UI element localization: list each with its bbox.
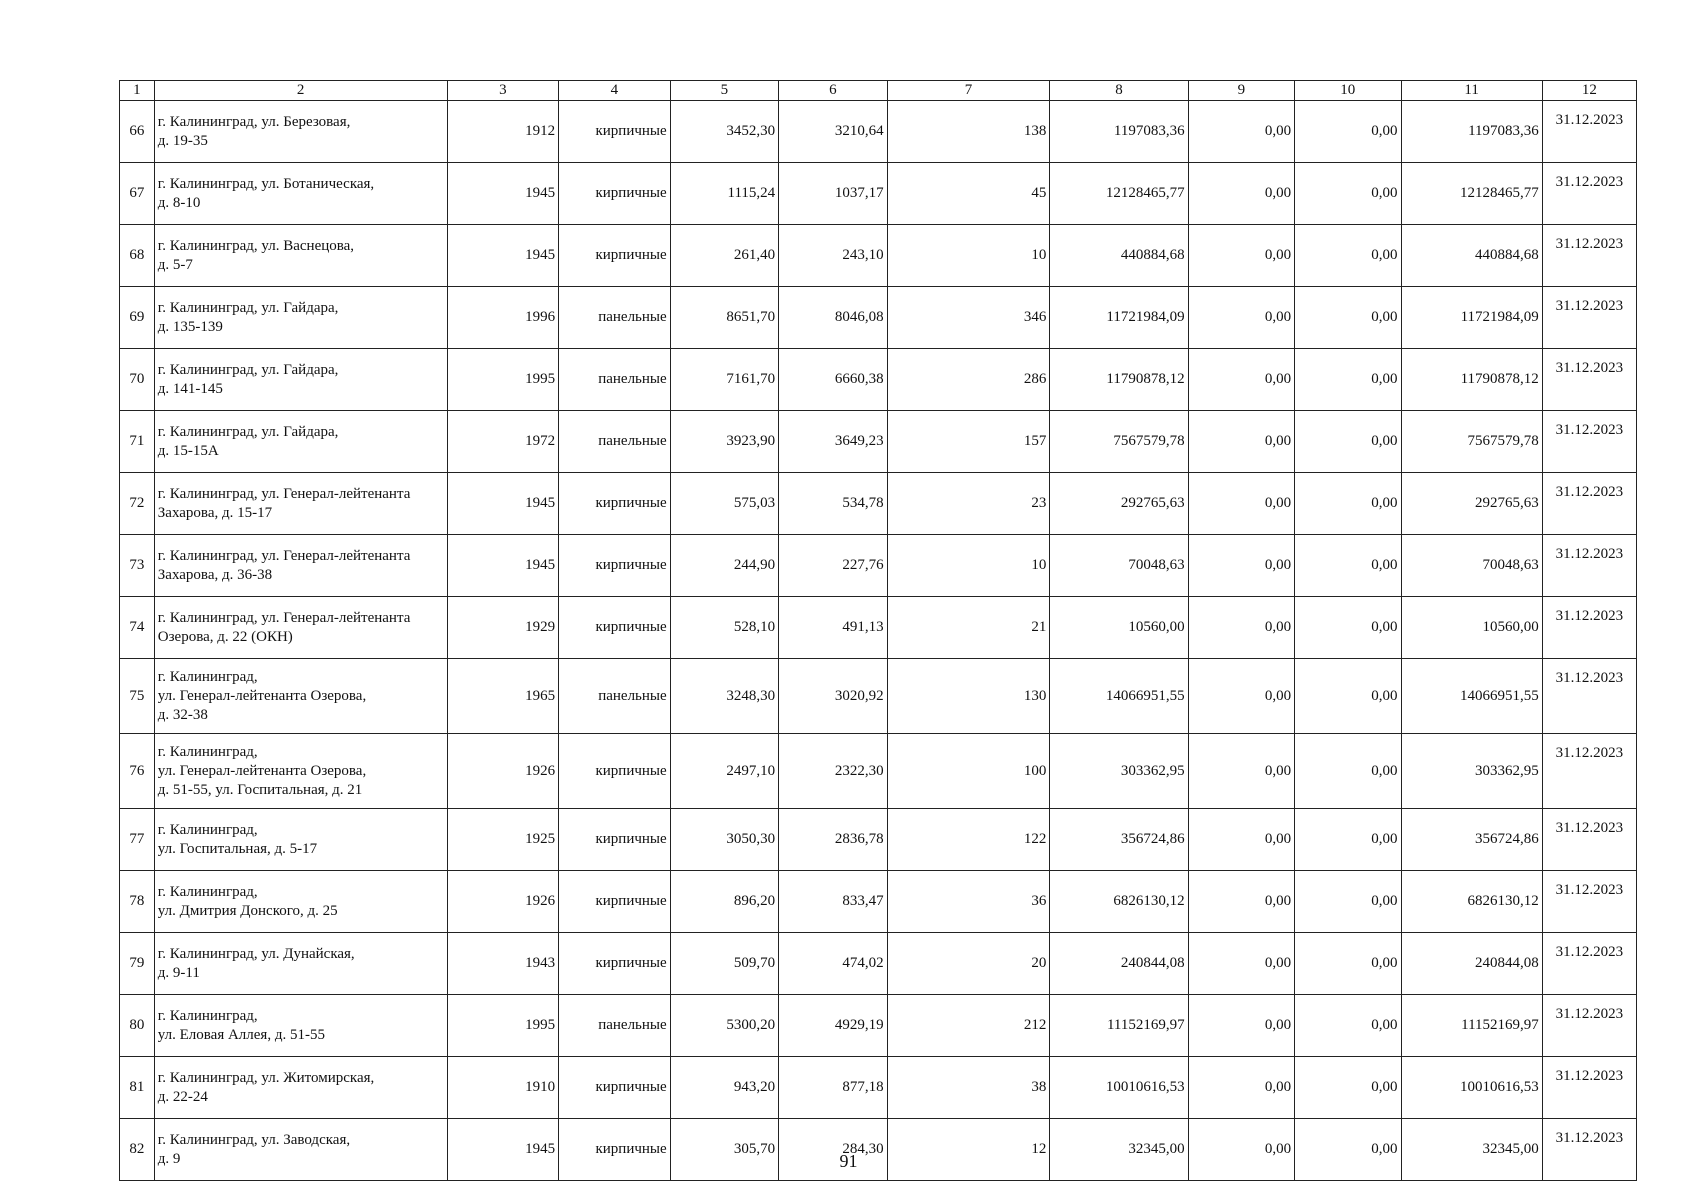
table-row — [120, 163, 1637, 225]
date-cell: 31.12.2023 — [1542, 473, 1636, 535]
col6-cell: 3020,92 — [779, 659, 888, 734]
col5-cell: 3923,90 — [670, 411, 779, 473]
col7-cell: 23 — [887, 473, 1050, 535]
row-number: 79 — [120, 933, 155, 995]
date-cell: 31.12.2023 — [1542, 535, 1636, 597]
column-header: 4 — [559, 81, 671, 101]
col10-cell: 0,00 — [1295, 1119, 1401, 1181]
material-cell: кирпичные — [559, 1119, 671, 1181]
table-row — [120, 734, 1637, 809]
date-cell: 31.12.2023 — [1542, 101, 1636, 163]
col10-cell: 0,00 — [1295, 163, 1401, 225]
housing-table — [119, 80, 1637, 1181]
col8-cell: 6826130,12 — [1050, 871, 1188, 933]
address-line: Захарова, д. 15-17 — [157, 504, 273, 521]
address-line: д. 135-139 — [157, 318, 223, 335]
table-row — [120, 1057, 1637, 1119]
address-line: ул. Госпитальная, д. 5-17 — [157, 840, 318, 857]
col8-cell: 240844,08 — [1050, 933, 1188, 995]
address-line: д. 141-145 — [157, 380, 223, 397]
col11-cell: 11790878,12 — [1401, 349, 1542, 411]
date-cell: 31.12.2023 — [1542, 163, 1636, 225]
year-cell: 1943 — [447, 933, 559, 995]
col5-cell: 8651,70 — [670, 287, 779, 349]
year-cell: 1945 — [447, 535, 559, 597]
col9-cell: 0,00 — [1188, 411, 1294, 473]
date-cell: 31.12.2023 — [1542, 659, 1636, 734]
year-cell: 1965 — [447, 659, 559, 734]
year-cell: 1945 — [447, 225, 559, 287]
column-header: 8 — [1050, 81, 1188, 101]
col6-cell: 534,78 — [779, 473, 888, 535]
col11-cell: 10010616,53 — [1401, 1057, 1542, 1119]
address-line: г. Калининград, ул. Дунайская, — [157, 945, 355, 962]
material-cell: кирпичные — [559, 473, 671, 535]
col5-cell: 3452,30 — [670, 101, 779, 163]
year-cell: 1945 — [447, 163, 559, 225]
col6-cell: 877,18 — [779, 1057, 888, 1119]
col5-cell: 575,03 — [670, 473, 779, 535]
col10-cell: 0,00 — [1295, 871, 1401, 933]
col8-cell: 292765,63 — [1050, 473, 1188, 535]
col8-cell: 32345,00 — [1050, 1119, 1188, 1181]
address-line: г. Калининград, ул. Житомирская, — [157, 1069, 375, 1086]
year-cell: 1925 — [447, 809, 559, 871]
table-row — [120, 473, 1637, 535]
table-row — [120, 411, 1637, 473]
table-row — [120, 933, 1637, 995]
col8-cell: 11152169,97 — [1050, 995, 1188, 1057]
address-cell — [154, 225, 447, 287]
col11-cell: 356724,86 — [1401, 809, 1542, 871]
address-cell — [154, 995, 447, 1057]
col9-cell: 0,00 — [1188, 1119, 1294, 1181]
col5-cell: 1115,24 — [670, 163, 779, 225]
material-cell: кирпичные — [559, 871, 671, 933]
col9-cell: 0,00 — [1188, 287, 1294, 349]
address-cell — [154, 163, 447, 225]
col11-cell: 11721984,09 — [1401, 287, 1542, 349]
address-line: г. Калининград, ул. Гайдара, — [157, 423, 339, 440]
date-cell: 31.12.2023 — [1542, 1119, 1636, 1181]
column-header: 3 — [447, 81, 559, 101]
column-header: 1 — [120, 81, 155, 101]
col9-cell: 0,00 — [1188, 535, 1294, 597]
address-line: г. Калининград, — [157, 668, 258, 685]
col11-cell: 70048,63 — [1401, 535, 1542, 597]
col10-cell: 0,00 — [1295, 411, 1401, 473]
row-number: 73 — [120, 535, 155, 597]
address-line: г. Калининград, ул. Генерал-лейтенанта — [157, 609, 411, 626]
address-line: г. Калининград, ул. Гайдара, — [157, 299, 339, 316]
address-line: д. 22-24 — [157, 1088, 208, 1105]
address-line: д. 51-55, ул. Госпитальная, д. 21 — [157, 781, 363, 798]
year-cell: 1945 — [447, 1119, 559, 1181]
col5-cell: 5300,20 — [670, 995, 779, 1057]
col7-cell: 122 — [887, 809, 1050, 871]
date-cell: 31.12.2023 — [1542, 225, 1636, 287]
row-number: 82 — [120, 1119, 155, 1181]
col7-cell: 45 — [887, 163, 1050, 225]
year-cell: 1912 — [447, 101, 559, 163]
year-cell: 1926 — [447, 734, 559, 809]
col7-cell: 130 — [887, 659, 1050, 734]
col9-cell: 0,00 — [1188, 163, 1294, 225]
col10-cell: 0,00 — [1295, 659, 1401, 734]
table-row — [120, 101, 1637, 163]
col8-cell: 1197083,36 — [1050, 101, 1188, 163]
address-line: г. Калининград, — [157, 1007, 258, 1024]
year-cell: 1945 — [447, 473, 559, 535]
col8-cell: 12128465,77 — [1050, 163, 1188, 225]
date-cell: 31.12.2023 — [1542, 1057, 1636, 1119]
material-cell: панельные — [559, 659, 671, 734]
col5-cell: 528,10 — [670, 597, 779, 659]
col10-cell: 0,00 — [1295, 287, 1401, 349]
col5-cell: 509,70 — [670, 933, 779, 995]
address-line: д. 15-15А — [157, 442, 219, 459]
col5-cell: 244,90 — [670, 535, 779, 597]
col7-cell: 346 — [887, 287, 1050, 349]
material-cell: панельные — [559, 995, 671, 1057]
page-number: 91 — [839, 1151, 858, 1171]
col10-cell: 0,00 — [1295, 995, 1401, 1057]
date-cell: 31.12.2023 — [1542, 995, 1636, 1057]
col7-cell: 212 — [887, 995, 1050, 1057]
table-row — [120, 809, 1637, 871]
col5-cell: 2497,10 — [670, 734, 779, 809]
col9-cell: 0,00 — [1188, 871, 1294, 933]
row-number: 78 — [120, 871, 155, 933]
material-cell: кирпичные — [559, 597, 671, 659]
col7-cell: 20 — [887, 933, 1050, 995]
col7-cell: 138 — [887, 101, 1050, 163]
col10-cell: 0,00 — [1295, 597, 1401, 659]
year-cell: 1995 — [447, 349, 559, 411]
address-line: Захарова, д. 36-38 — [157, 566, 273, 583]
col10-cell: 0,00 — [1295, 349, 1401, 411]
row-number: 67 — [120, 163, 155, 225]
header-row — [120, 81, 1637, 101]
row-number: 74 — [120, 597, 155, 659]
col8-cell: 14066951,55 — [1050, 659, 1188, 734]
table-body — [120, 101, 1637, 1181]
date-cell: 31.12.2023 — [1542, 597, 1636, 659]
col10-cell: 0,00 — [1295, 809, 1401, 871]
address-line: г. Калининград, ул. Березовая, — [157, 113, 351, 130]
date-cell: 31.12.2023 — [1542, 411, 1636, 473]
col10-cell: 0,00 — [1295, 225, 1401, 287]
housing-table-container — [119, 80, 1637, 1181]
col5-cell: 305,70 — [670, 1119, 779, 1181]
year-cell: 1995 — [447, 995, 559, 1057]
year-cell: 1996 — [447, 287, 559, 349]
row-number: 68 — [120, 225, 155, 287]
table-row — [120, 225, 1637, 287]
material-cell: кирпичные — [559, 1057, 671, 1119]
material-cell: кирпичные — [559, 101, 671, 163]
col6-cell: 8046,08 — [779, 287, 888, 349]
material-cell: панельные — [559, 411, 671, 473]
date-cell: 31.12.2023 — [1542, 933, 1636, 995]
address-line: д. 19-35 — [157, 132, 208, 149]
row-number: 70 — [120, 349, 155, 411]
col9-cell: 0,00 — [1188, 597, 1294, 659]
col7-cell: 36 — [887, 871, 1050, 933]
row-number: 69 — [120, 287, 155, 349]
row-number: 80 — [120, 995, 155, 1057]
col9-cell: 0,00 — [1188, 349, 1294, 411]
col6-cell: 2322,30 — [779, 734, 888, 809]
table-row — [120, 871, 1637, 933]
address-cell — [154, 535, 447, 597]
address-cell — [154, 597, 447, 659]
col8-cell: 303362,95 — [1050, 734, 1188, 809]
column-header: 2 — [154, 81, 447, 101]
col11-cell: 11152169,97 — [1401, 995, 1542, 1057]
col11-cell: 1197083,36 — [1401, 101, 1542, 163]
column-header: 6 — [779, 81, 888, 101]
address-line: г. Калининград, ул. Ботаническая, — [157, 175, 375, 192]
col6-cell: 1037,17 — [779, 163, 888, 225]
column-header: 9 — [1188, 81, 1294, 101]
column-header: 7 — [887, 81, 1050, 101]
date-cell: 31.12.2023 — [1542, 287, 1636, 349]
address-line: Озерова, д. 22 (ОКН) — [157, 628, 293, 645]
col5-cell: 3050,30 — [670, 809, 779, 871]
col6-cell: 3649,23 — [779, 411, 888, 473]
address-cell — [154, 734, 447, 809]
material-cell: кирпичные — [559, 933, 671, 995]
address-line: г. Калининград, — [157, 883, 258, 900]
col9-cell: 0,00 — [1188, 995, 1294, 1057]
address-line: г. Калининград, — [157, 743, 258, 760]
material-cell: кирпичные — [559, 734, 671, 809]
address-line: г. Калининград, ул. Васнецова, — [157, 237, 355, 254]
row-number: 71 — [120, 411, 155, 473]
material-cell: кирпичные — [559, 225, 671, 287]
col10-cell: 0,00 — [1295, 734, 1401, 809]
col11-cell: 6826130,12 — [1401, 871, 1542, 933]
date-cell: 31.12.2023 — [1542, 349, 1636, 411]
table-row — [120, 659, 1637, 734]
col10-cell: 0,00 — [1295, 535, 1401, 597]
col6-cell: 474,02 — [779, 933, 888, 995]
address-cell — [154, 659, 447, 734]
col11-cell: 14066951,55 — [1401, 659, 1542, 734]
col9-cell: 0,00 — [1188, 933, 1294, 995]
date-cell: 31.12.2023 — [1542, 734, 1636, 809]
address-line: г. Калининград, ул. Генерал-лейтенанта — [157, 485, 411, 502]
address-line: ул. Еловая Аллея, д. 51-55 — [157, 1026, 325, 1043]
col11-cell: 303362,95 — [1401, 734, 1542, 809]
row-number: 66 — [120, 101, 155, 163]
col6-cell: 833,47 — [779, 871, 888, 933]
col9-cell: 0,00 — [1188, 809, 1294, 871]
year-cell: 1972 — [447, 411, 559, 473]
year-cell: 1926 — [447, 871, 559, 933]
column-header: 10 — [1295, 81, 1401, 101]
col11-cell: 440884,68 — [1401, 225, 1542, 287]
col11-cell: 7567579,78 — [1401, 411, 1542, 473]
address-cell — [154, 1057, 447, 1119]
col6-cell: 491,13 — [779, 597, 888, 659]
col6-cell: 284,30 — [779, 1119, 888, 1181]
col8-cell: 356724,86 — [1050, 809, 1188, 871]
col10-cell: 0,00 — [1295, 933, 1401, 995]
address-line: г. Калининград, ул. Гайдара, — [157, 361, 339, 378]
col11-cell: 292765,63 — [1401, 473, 1542, 535]
address-line: г. Калининград, ул. Заводская, — [157, 1131, 351, 1148]
table-row — [120, 597, 1637, 659]
col9-cell: 0,00 — [1188, 225, 1294, 287]
col7-cell: 21 — [887, 597, 1050, 659]
col6-cell: 2836,78 — [779, 809, 888, 871]
col5-cell: 896,20 — [670, 871, 779, 933]
col8-cell: 11721984,09 — [1050, 287, 1188, 349]
address-cell — [154, 411, 447, 473]
col6-cell: 243,10 — [779, 225, 888, 287]
table-row — [120, 349, 1637, 411]
date-cell: 31.12.2023 — [1542, 809, 1636, 871]
address-cell — [154, 101, 447, 163]
material-cell: кирпичные — [559, 535, 671, 597]
address-cell — [154, 287, 447, 349]
col7-cell: 100 — [887, 734, 1050, 809]
col8-cell: 11790878,12 — [1050, 349, 1188, 411]
date-cell: 31.12.2023 — [1542, 871, 1636, 933]
col5-cell: 3248,30 — [670, 659, 779, 734]
col5-cell: 261,40 — [670, 225, 779, 287]
address-line: д. 9 — [157, 1150, 181, 1167]
address-cell — [154, 349, 447, 411]
col11-cell: 12128465,77 — [1401, 163, 1542, 225]
table-row — [120, 535, 1637, 597]
address-cell — [154, 473, 447, 535]
address-cell — [154, 871, 447, 933]
material-cell: кирпичные — [559, 163, 671, 225]
address-line: ул. Дмитрия Донского, д. 25 — [157, 902, 338, 919]
address-line: ул. Генерал-лейтенанта Озерова, — [157, 687, 367, 704]
col6-cell: 6660,38 — [779, 349, 888, 411]
col6-cell: 227,76 — [779, 535, 888, 597]
year-cell: 1910 — [447, 1057, 559, 1119]
col8-cell: 10010616,53 — [1050, 1057, 1188, 1119]
material-cell: панельные — [559, 287, 671, 349]
row-number: 77 — [120, 809, 155, 871]
col11-cell: 10560,00 — [1401, 597, 1542, 659]
col7-cell: 38 — [887, 1057, 1050, 1119]
col8-cell: 70048,63 — [1050, 535, 1188, 597]
col10-cell: 0,00 — [1295, 1057, 1401, 1119]
col7-cell: 10 — [887, 225, 1050, 287]
address-line: д. 5-7 — [157, 256, 193, 273]
col6-cell: 3210,64 — [779, 101, 888, 163]
col9-cell: 0,00 — [1188, 734, 1294, 809]
col11-cell: 32345,00 — [1401, 1119, 1542, 1181]
address-line: д. 9-11 — [157, 964, 200, 981]
col6-cell: 4929,19 — [779, 995, 888, 1057]
col8-cell: 440884,68 — [1050, 225, 1188, 287]
year-cell: 1929 — [447, 597, 559, 659]
table-row — [120, 287, 1637, 349]
address-line: д. 32-38 — [157, 706, 208, 723]
col7-cell: 286 — [887, 349, 1050, 411]
address-line: г. Калининград, — [157, 821, 258, 838]
address-cell — [154, 809, 447, 871]
col9-cell: 0,00 — [1188, 1057, 1294, 1119]
col11-cell: 240844,08 — [1401, 933, 1542, 995]
col10-cell: 0,00 — [1295, 101, 1401, 163]
col7-cell: 157 — [887, 411, 1050, 473]
row-number: 76 — [120, 734, 155, 809]
row-number: 72 — [120, 473, 155, 535]
col9-cell: 0,00 — [1188, 101, 1294, 163]
col8-cell: 10560,00 — [1050, 597, 1188, 659]
address-line: ул. Генерал-лейтенанта Озерова, — [157, 762, 367, 779]
row-number: 81 — [120, 1057, 155, 1119]
column-header: 11 — [1401, 81, 1542, 101]
table-row — [120, 995, 1637, 1057]
material-cell: кирпичные — [559, 809, 671, 871]
col5-cell: 7161,70 — [670, 349, 779, 411]
col7-cell: 12 — [887, 1119, 1050, 1181]
col10-cell: 0,00 — [1295, 473, 1401, 535]
col8-cell: 7567579,78 — [1050, 411, 1188, 473]
row-number: 75 — [120, 659, 155, 734]
material-cell: панельные — [559, 349, 671, 411]
address-line: г. Калининград, ул. Генерал-лейтенанта — [157, 547, 411, 564]
address-line: д. 8-10 — [157, 194, 201, 211]
col7-cell: 10 — [887, 535, 1050, 597]
column-header: 5 — [670, 81, 779, 101]
col5-cell: 943,20 — [670, 1057, 779, 1119]
col9-cell: 0,00 — [1188, 659, 1294, 734]
col9-cell: 0,00 — [1188, 473, 1294, 535]
address-cell — [154, 933, 447, 995]
column-header: 12 — [1542, 81, 1636, 101]
